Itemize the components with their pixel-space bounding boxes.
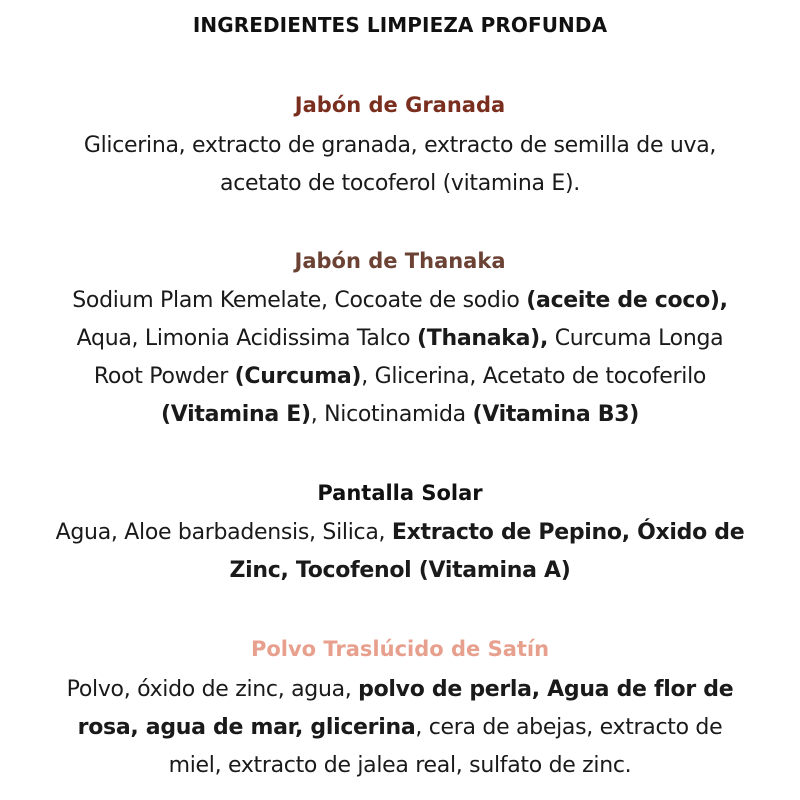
ingredients-line: acetato de tocoferol (vitamina E). bbox=[220, 171, 580, 196]
ingredient-text: Root Powder bbox=[93, 364, 235, 389]
ingredient-text: Sodium Plam Kemelate, Cocoate de sodio bbox=[72, 288, 527, 313]
ingredient-highlight: polvo de perla, Agua de flor de bbox=[358, 677, 734, 702]
ingredient-highlight: rosa, agua de mar, glicerina bbox=[77, 715, 416, 740]
ingredient-text: , Glicerina, Acetato de tocoferilo bbox=[361, 364, 707, 389]
section-ingredients bbox=[0, 127, 800, 203]
section-ingredients bbox=[0, 671, 800, 785]
ingredient-text: , cera de abejas, extracto de bbox=[415, 715, 723, 740]
ingredient-highlight: (Curcuma) bbox=[234, 364, 362, 389]
ingredient-highlight: (aceite de coco), bbox=[526, 288, 728, 313]
ingredient-text: Polvo, óxido de zinc, agua, bbox=[66, 677, 359, 702]
ingredient-text: Aqua, Limonia Acidissima Talco bbox=[76, 326, 418, 351]
section-jabon-thanaka bbox=[0, 246, 800, 434]
section-pantalla-solar bbox=[0, 478, 800, 590]
ingredient-text: Curcuma Longa bbox=[548, 326, 724, 351]
ingredient-highlight: (Thanaka), bbox=[417, 326, 548, 351]
section-polvo-saten bbox=[0, 634, 800, 785]
ingredient-text: Agua, Aloe barbadensis, Silica, bbox=[55, 520, 392, 545]
section-ingredients bbox=[0, 282, 800, 434]
ingredients-line: Glicerina, extracto de granada, extracto de semilla de uva, bbox=[83, 133, 717, 158]
section-heading: Pantalla Solar bbox=[317, 481, 483, 505]
ingredient-highlight: Zinc, Tocofenol (Vitamina A) bbox=[229, 558, 571, 583]
section-jabon-granada bbox=[0, 90, 800, 203]
ingredient-highlight: Extracto de Pepino, Óxido de bbox=[391, 520, 745, 545]
ingredient-highlight: (Vitamina E) bbox=[161, 402, 311, 427]
ingredient-text: miel, extracto de jalea real, sulfato de zinc. bbox=[168, 753, 632, 778]
page-title: INGREDIENTES LIMPIEZA PROFUNDA bbox=[192, 13, 608, 37]
section-heading: Polvo Traslúcido de Satín bbox=[250, 637, 550, 661]
section-heading: Jabón de Granada bbox=[294, 93, 506, 117]
section-heading: Jabón de Thanaka bbox=[294, 249, 506, 273]
ingredient-text: , Nicotinamida bbox=[310, 402, 473, 427]
ingredient-highlight: (Vitamina B3) bbox=[472, 402, 639, 427]
section-ingredients bbox=[0, 514, 800, 590]
